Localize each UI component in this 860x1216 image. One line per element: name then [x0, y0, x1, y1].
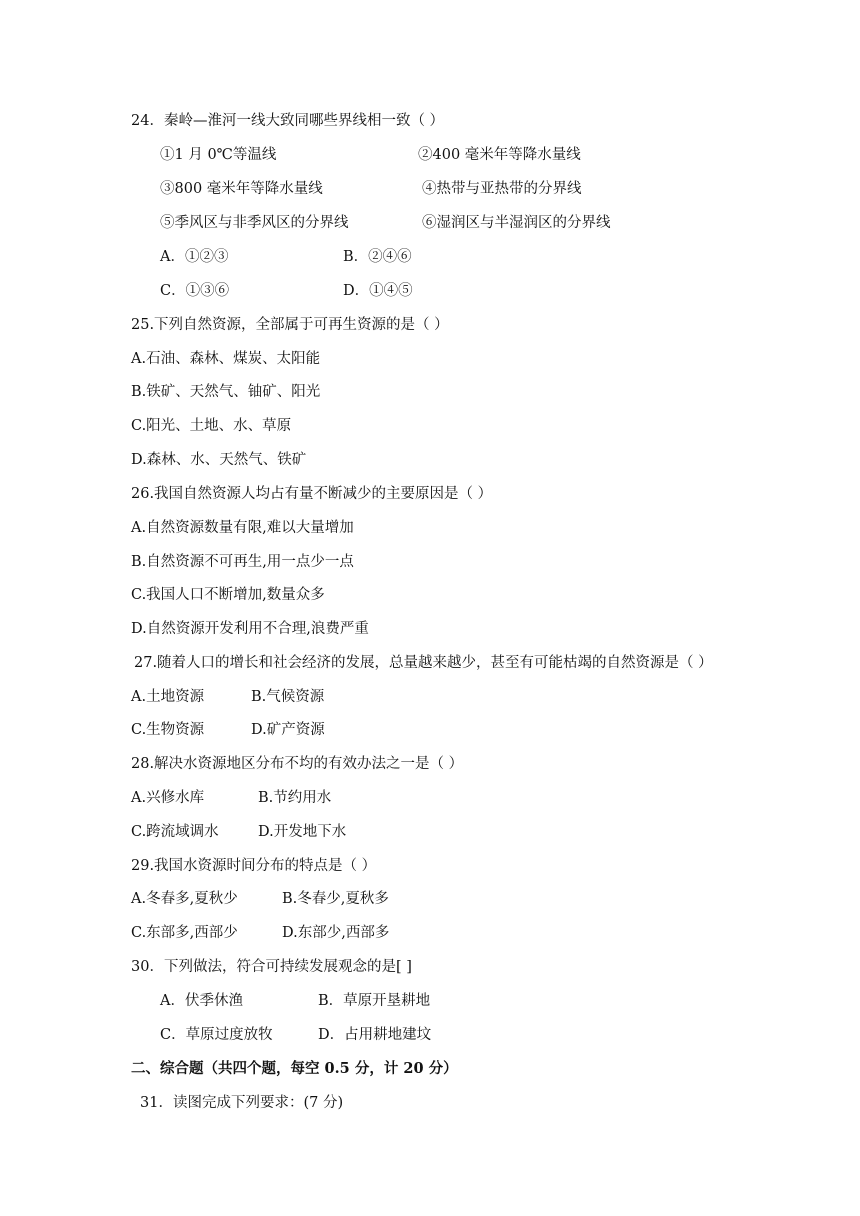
question-28-stem: 28.解决水资源地区分布不均的有效办法之一是（ ） — [131, 756, 464, 772]
question-25-option-a: A.石油、森林、煤炭、太阳能 — [131, 351, 321, 367]
question-29-option-b: B.冬春少,夏秋多 — [282, 891, 389, 907]
question-31-stem: 31．读图完成下列要求：(7 分) — [140, 1095, 344, 1111]
question-26-option-d: D.自然资源开发利用不合理,浪费严重 — [131, 621, 369, 637]
question-24-item-3: ③800 毫米年等降水量线 — [160, 181, 323, 197]
question-24-option-a: A．①②③ — [160, 249, 229, 265]
question-25-option-c: C.阳光、土地、水、草原 — [131, 418, 292, 434]
question-24-item-5: ⑤季风区与非季风区的分界线 — [160, 215, 349, 231]
question-27-option-c: C.生物资源 — [131, 722, 205, 738]
question-28-option-b: B.节约用水 — [258, 790, 332, 806]
question-29-stem: 29.我国水资源时间分布的特点是（ ） — [131, 858, 377, 874]
question-24-option-b: B．②④⑥ — [343, 249, 412, 265]
question-30-option-d: D．占用耕地建坟 — [318, 1027, 432, 1043]
question-28-option-a: A.兴修水库 — [131, 790, 205, 806]
question-26-option-b: B.自然资源不可再生,用一点少一点 — [131, 554, 354, 570]
section-2-heading: 二、综合题（共四个题，每空 0.5 分，计 20 分） — [131, 1060, 458, 1077]
question-25-option-b: B.铁矿、天然气、铀矿、阳光 — [131, 384, 321, 400]
question-28-option-d: D.开发地下水 — [258, 824, 347, 840]
question-30-option-c: C．草原过度放牧 — [160, 1027, 273, 1043]
question-25-option-d: D.森林、水、天然气、铁矿 — [131, 452, 307, 468]
question-30-option-b: B．草原开垦耕地 — [318, 993, 431, 1009]
question-27-stem: 27.随着人口的增长和社会经济的发展，总量越来越少，甚至有可能枯竭的自然资源是（ ） — [134, 655, 713, 671]
question-24-option-c: C．①③⑥ — [160, 283, 230, 299]
question-30-option-a: A．伏季休渔 — [160, 993, 243, 1009]
question-29-option-c: C.东部多,西部少 — [131, 925, 238, 941]
question-28-option-c: C.跨流域调水 — [131, 824, 219, 840]
question-26-option-c: C.我国人口不断增加,数量众多 — [131, 587, 325, 603]
question-24-option-d: D．①④⑤ — [343, 283, 413, 299]
question-24-item-1: ①1 月 0℃等温线 — [160, 147, 277, 163]
question-24-stem: 24．秦岭—淮河一线大致同哪些界线相一致（ ） — [131, 113, 445, 129]
question-30-stem: 30．下列做法，符合可持续发展观念的是[ ] — [131, 959, 412, 975]
question-26-stem: 26.我国自然资源人均占有量不断减少的主要原因是（ ） — [131, 486, 493, 502]
question-27-option-d: D.矿产资源 — [251, 722, 325, 738]
question-29-option-a: A.冬春多,夏秋少 — [131, 891, 238, 907]
question-24-item-4: ④热带与亚热带的分界线 — [422, 181, 582, 197]
question-29-option-d: D.东部少,西部多 — [282, 925, 390, 941]
question-24-item-6: ⑥湿润区与半湿润区的分界线 — [422, 215, 611, 231]
question-27-option-a: A.土地资源 — [131, 689, 205, 705]
question-27-option-b: B.气候资源 — [251, 689, 325, 705]
question-24-item-2: ②400 毫米年等降水量线 — [418, 147, 581, 163]
question-26-option-a: A.自然资源数量有限,难以大量增加 — [131, 520, 354, 536]
question-25-stem: 25.下列自然资源，全部属于可再生资源的是（ ） — [131, 317, 449, 333]
